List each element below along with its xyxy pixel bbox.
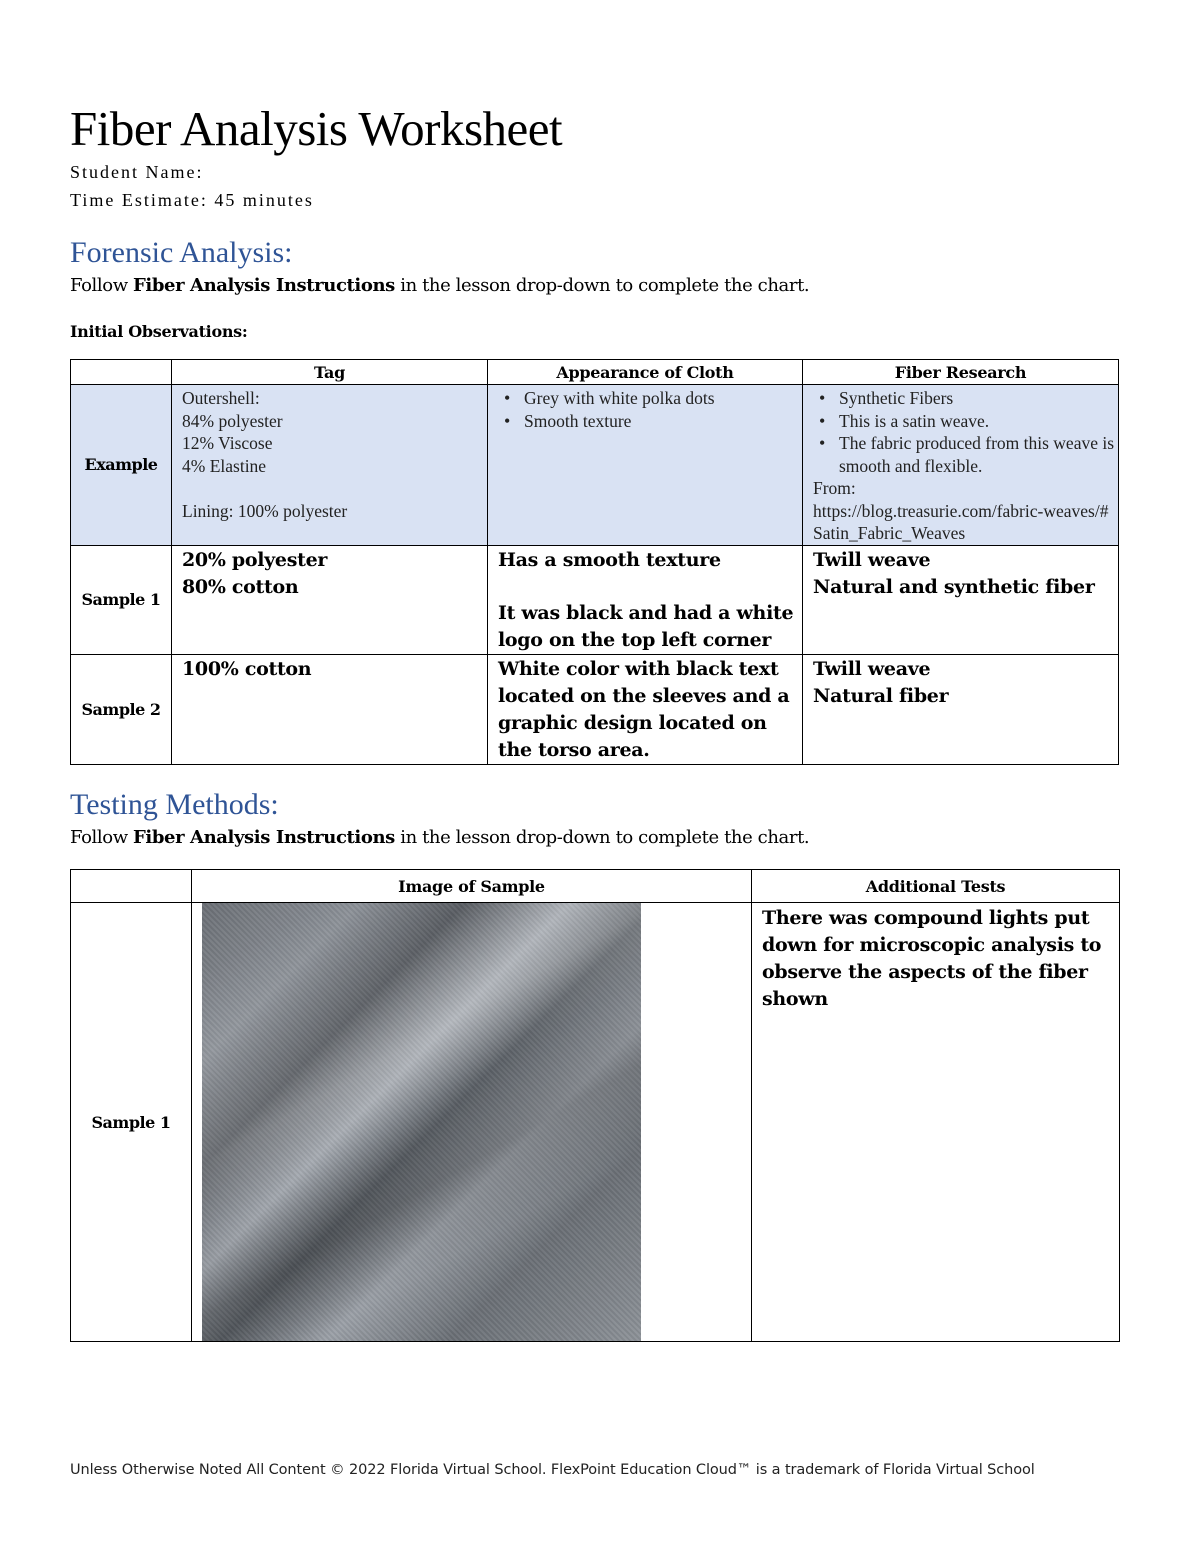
- sample2-research: Twill weave Natural fiber: [803, 654, 1119, 764]
- testing-intro: Follow Fiber Analysis Instructions in the lesson drop-down to complete the chart.: [70, 827, 810, 848]
- sample1-appearance: Has a smooth texture It was black and had a white logo on the top left corner: [488, 545, 803, 654]
- additional-tests: There was compound lights put down for microscopic analysis to observe the aspects of the fiber shown: [752, 903, 1120, 1342]
- student-name-label: Student Name:: [70, 162, 204, 182]
- table-row-sample1: [71, 903, 1120, 1342]
- table-header-row: [71, 870, 1120, 903]
- forensic-intro: Follow Fiber Analysis Instructions in the lesson drop-down to complete the chart.: [70, 275, 810, 296]
- footer-copyright: Unless Otherwise Noted All Content © 2022 Florida Virtual School. FlexPoint Education Cloud™ is a trademark of Florida Virtual School: [70, 1462, 1035, 1478]
- table-row-example: [71, 385, 1119, 546]
- list-item: • Smooth texture: [498, 410, 802, 433]
- page-title: Fiber Analysis Worksheet: [70, 101, 563, 156]
- fabric-sample-image: [202, 903, 641, 1341]
- sample-image-cell: [192, 903, 752, 1342]
- row-label-example: Example: [71, 385, 172, 546]
- observations-table: [70, 359, 1119, 765]
- row-label-sample1: Sample 1: [71, 903, 192, 1342]
- initial-observations-heading: Initial Observations:: [70, 322, 248, 341]
- time-estimate: Time Estimate: 45 minutes: [70, 190, 314, 210]
- sample1-tag: 20% polyester 80% cotton: [172, 545, 488, 654]
- corner-cell: [71, 870, 192, 903]
- testing-heading: Testing Methods:: [70, 788, 279, 821]
- table-header-row: [71, 360, 1119, 385]
- list-item: • Grey with white polka dots: [498, 387, 802, 410]
- research-url: https://blog.treasurie.com/fabric-weaves/#Satin_Fabric_Weaves: [813, 500, 1109, 543]
- example-tag: Outershell: 84% polyester 12% Viscose 4% Elastine Lining: 100% polyester: [172, 385, 488, 546]
- example-appearance: [488, 385, 803, 546]
- list-item: • This is a satin weave.: [813, 410, 1118, 433]
- row-label-sample2: Sample 2: [71, 654, 172, 764]
- col-header-appearance: Appearance of Cloth: [488, 360, 803, 385]
- col-header-research: Fiber Research: [803, 360, 1119, 385]
- table-row-sample1: [71, 545, 1119, 654]
- corner-cell: [71, 360, 172, 385]
- row-label-sample1: Sample 1: [71, 545, 172, 654]
- col-header-image: Image of Sample: [192, 870, 752, 903]
- col-header-tests: Additional Tests: [752, 870, 1120, 903]
- forensic-heading: Forensic Analysis:: [70, 236, 293, 269]
- table-row-sample2: [71, 654, 1119, 764]
- sample1-research: Twill weave Natural and synthetic fiber: [803, 545, 1119, 654]
- list-item: • The fabric produced from this weave is smooth and flexible.: [813, 432, 1118, 477]
- example-research: • Synthetic Fibers • This is a satin weave. • The fabric produced from this weave is smooth and flexible. From: https://blog.treasurie.com/fabric-weaves/#Satin_Fabric_Weaves: [803, 385, 1119, 546]
- col-header-tag: Tag: [172, 360, 488, 385]
- list-item: • Synthetic Fibers: [813, 387, 1118, 410]
- sample2-appearance: White color with black text located on the sleeves and a graphic design located on the torso area.: [488, 654, 803, 764]
- testing-table: [70, 869, 1120, 1342]
- sample2-tag: 100% cotton: [172, 654, 488, 764]
